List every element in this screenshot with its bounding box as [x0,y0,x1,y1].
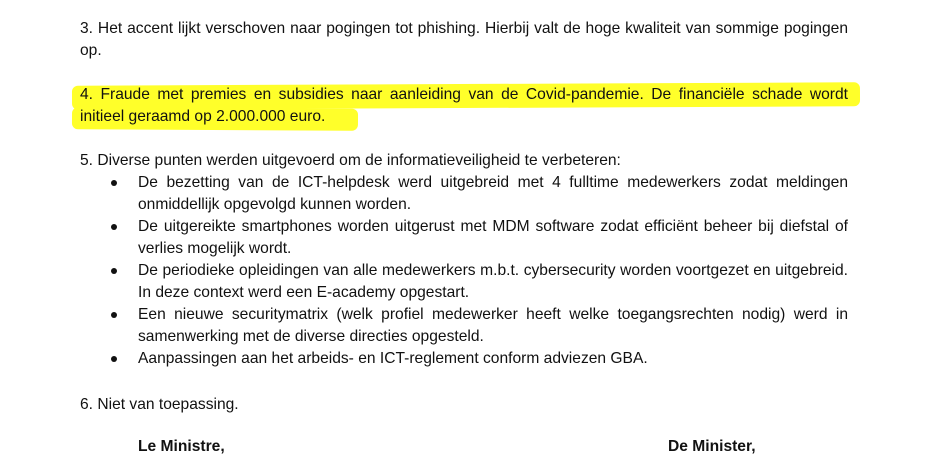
list-item [80,260,848,304]
list-item [80,172,848,216]
list-item [80,348,848,370]
signature-de-minister: De Minister, [668,438,756,455]
paragraph-item-4-highlighted: 4. Fraude met premies en subsidies naar aanleiding van de Covid-pandemie. De financiële schade wordt initieel geraamd op 2.000.000 euro. [80,86,848,125]
bullet-icon [111,356,117,362]
list-item-text: De bezetting van de ICT-helpdesk werd uitgebreid met 4 fulltime medewerkers zodat meldingen onmiddellijk opgevolgd kunnen worden. [138,174,848,213]
list-item [80,304,848,348]
bullet-icon [111,312,117,318]
list-item [80,216,848,260]
list-item-text: Aanpassingen aan het arbeids- en ICT-reglement conform adviezen GBA. [138,350,648,367]
bullet-icon [111,180,117,186]
list-item-text: De uitgereikte smartphones worden uitgerust met MDM software zodat efficiënt beheer bij diefstal of verlies mogelijk wordt. [138,218,848,257]
improvement-bullet-list [80,172,848,370]
list-item-text: Een nieuwe securitymatrix (welk profiel medewerker heeft welke toegangsrechten nodig) werd in samenwerking met de diverse directies opgesteld. [138,306,848,345]
bullet-icon [111,268,117,274]
list-item-text: De periodieke opleidingen van alle medewerkers m.b.t. cybersecurity worden voortgezet en uitgebreid. In deze context werd een E-academy opgestart. [138,262,848,301]
signature-le-ministre: Le Ministre, [138,438,225,455]
bullet-icon [111,224,117,230]
paragraph-item-5-intro: 5. Diverse punten werden uitgevoerd om de informatieveiligheid te verbeteren: [80,152,621,169]
paragraph-item-3: 3. Het accent lijkt verschoven naar pogingen tot phishing. Hierbij valt de hoge kwaliteit van sommige pogingen op. [80,20,848,59]
paragraph-item-6: 6. Niet van toepassing. [80,396,239,413]
